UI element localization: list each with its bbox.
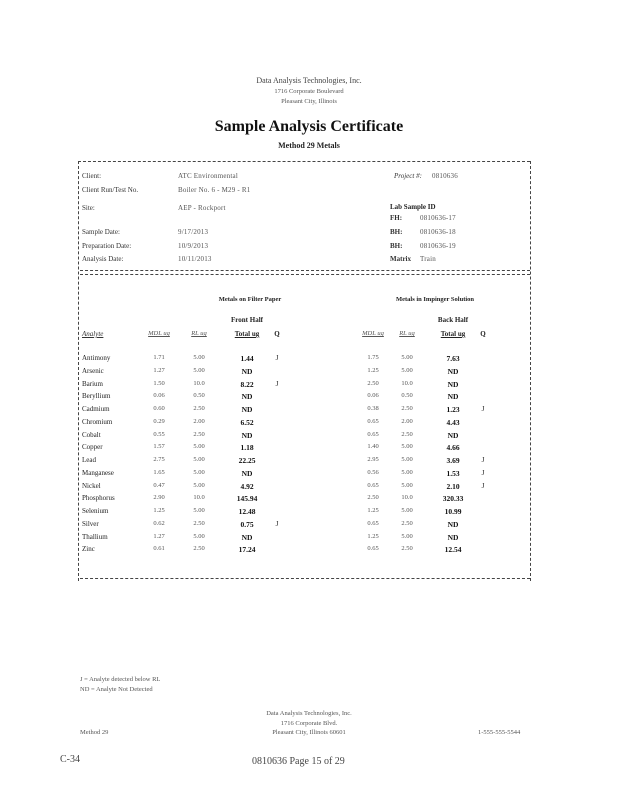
cell-b-rl: 5.00: [401, 366, 413, 374]
info-right-border: [530, 161, 531, 581]
document-subtitle: Method 29 Metals: [278, 141, 340, 150]
run-value: Boiler No. 6 - M29 - R1: [178, 186, 251, 194]
analyte-name: Thallium: [82, 532, 108, 541]
cell-f-mdl: 1.50: [153, 379, 165, 387]
cell-f-total: ND: [241, 468, 253, 478]
analyte-name: Cobalt: [82, 430, 101, 439]
cell-b-mdl: 1.25: [367, 507, 379, 514]
lab-sample-label: Lab Sample ID: [390, 203, 436, 211]
col-b-total: Total ug: [440, 330, 466, 338]
fh-value: 0810636-17: [420, 214, 456, 222]
cell-b-rl: 2.50: [401, 545, 413, 553]
cell-b-total: 4.66: [446, 443, 460, 453]
cell-b-q: J: [481, 468, 485, 477]
client-label: Client:: [82, 172, 102, 180]
analyte-name: Silver: [82, 519, 99, 528]
bh2-label: BH:: [390, 242, 403, 250]
cell-b-rl: 2.50: [401, 405, 413, 412]
group-back-header: Metals in Impinger Solution: [395, 296, 475, 303]
cell-f-total: 1.44: [240, 354, 254, 363]
cell-f-rl: 10.0: [193, 379, 205, 387]
fh-label: FH:: [390, 214, 403, 222]
lab-name: Data Analysis Technologies, Inc.: [256, 76, 362, 85]
info-left-border: [78, 161, 79, 581]
col-f-rl: RL ug: [191, 330, 207, 337]
run-label: Client Run/Test No.: [82, 186, 139, 194]
page-tag: C-34: [60, 754, 80, 765]
cell-b-rl: 5.00: [401, 443, 413, 451]
cell-b-total: ND: [447, 392, 459, 402]
footer-city: Pleasant City, Illinois 60601: [272, 729, 346, 736]
cell-f-mdl: 1.27: [153, 532, 165, 540]
analyte-name: Lead: [82, 456, 96, 464]
cell-f-mdl: 0.06: [153, 392, 165, 400]
cell-f-q: J: [275, 519, 279, 528]
cell-b-rl: 0.50: [401, 392, 413, 400]
matrix-value: Train: [420, 255, 436, 263]
bh-label: BH:: [390, 228, 403, 236]
site-label: Site:: [82, 204, 95, 212]
cell-f-rl: 5.00: [193, 456, 205, 463]
cell-b-q: J: [481, 405, 485, 413]
cell-f-mdl: 1.57: [153, 443, 165, 451]
cell-b-rl: 2.50: [401, 430, 413, 438]
page-number: 0810636 Page 15 of 29: [252, 756, 345, 767]
cell-f-mdl: 2.75: [153, 456, 165, 463]
cell-b-total: 3.69: [446, 456, 460, 465]
cell-b-rl: 2.00: [401, 417, 413, 425]
bh2-value: 0810636-19: [420, 242, 456, 250]
cell-b-mdl: 0.65: [367, 481, 379, 489]
cell-b-mdl: 0.65: [367, 417, 379, 425]
col-f-total: Total ug: [234, 330, 260, 338]
cell-f-rl: 5.00: [193, 366, 205, 374]
cell-f-total: ND: [241, 430, 253, 440]
lab-address: 1716 Corporate Boulevard: [274, 88, 344, 95]
cell-f-total: 17.24: [238, 545, 256, 555]
cell-f-rl: 5.00: [193, 468, 205, 476]
prep-date-label: Preparation Date:: [82, 242, 132, 250]
cell-f-mdl: 0.60: [153, 405, 165, 412]
cell-b-total: ND: [447, 532, 459, 542]
cell-f-rl: 10.0: [193, 494, 205, 502]
cell-f-mdl: 0.62: [153, 519, 165, 527]
analyte-name: Nickel: [82, 481, 101, 490]
cell-b-mdl: 1.40: [367, 443, 379, 451]
cell-f-mdl: 0.47: [153, 481, 165, 489]
cell-b-total: 1.23: [446, 405, 460, 414]
analyte-name: Beryllium: [82, 392, 111, 401]
cell-f-total: 22.25: [238, 456, 256, 465]
cell-f-rl: 5.00: [193, 443, 205, 451]
cell-b-total: ND: [447, 519, 459, 529]
cell-f-rl: 5.00: [193, 481, 205, 489]
client-value: ATC Environmental: [178, 172, 238, 180]
cell-f-rl: 5.00: [193, 532, 205, 540]
analyte-name: Selenium: [82, 507, 109, 515]
cell-b-mdl: 0.65: [367, 519, 379, 527]
cell-b-mdl: 0.65: [367, 430, 379, 438]
cell-f-rl: 2.50: [193, 519, 205, 527]
cell-f-mdl: 0.55: [153, 430, 165, 438]
cell-b-mdl: 2.50: [367, 494, 379, 502]
col-f-q: Q: [274, 330, 280, 338]
cell-f-rl: 5.00: [193, 354, 205, 361]
cell-f-rl: 2.00: [193, 417, 205, 425]
group-front-header: Metals on Filter Paper: [218, 296, 282, 303]
cell-f-mdl: 1.25: [153, 507, 165, 514]
cell-f-mdl: 0.61: [153, 545, 165, 553]
cell-b-q: J: [481, 456, 485, 464]
cell-f-mdl: 0.29: [153, 417, 165, 425]
col-b-mdl: MDL ug: [362, 330, 384, 337]
note-nd: ND = Analyte Not Detected: [80, 686, 153, 693]
cell-b-rl: 5.00: [401, 468, 413, 476]
cell-b-mdl: 0.06: [367, 392, 379, 400]
cell-f-total: 145.94: [236, 494, 258, 504]
cell-b-total: 10.99: [444, 507, 462, 516]
cell-b-mdl: 0.65: [367, 545, 379, 553]
analyte-name: Cadmium: [82, 405, 110, 413]
cell-b-mdl: 1.25: [367, 532, 379, 540]
cell-f-rl: 0.50: [193, 392, 205, 400]
cell-f-total: 12.48: [238, 507, 256, 516]
cell-f-q: J: [275, 379, 279, 388]
cell-b-rl: 5.00: [401, 354, 413, 361]
sample-date-label: Sample Date:: [82, 228, 120, 236]
cell-b-rl: 5.00: [401, 456, 413, 463]
cell-b-rl: 5.00: [401, 507, 413, 514]
cell-f-rl: 2.50: [193, 545, 205, 553]
cell-f-total: ND: [241, 366, 253, 376]
analyte-name: Chromium: [82, 417, 113, 426]
footer-phone: 1-555-555-5544: [478, 729, 521, 736]
cell-b-total: 4.43: [446, 417, 460, 427]
cell-f-mdl: 1.71: [153, 354, 165, 361]
cell-b-q: J: [481, 481, 485, 490]
cell-f-rl: 5.00: [193, 507, 205, 514]
cell-b-total: 1.53: [446, 468, 460, 478]
bh-value: 0810636-18: [420, 228, 456, 236]
cell-f-total: 6.52: [240, 417, 254, 427]
analysis-date-value: 10/11/2013: [178, 255, 212, 263]
prep-date-value: 10/9/2013: [178, 242, 209, 250]
cell-b-mdl: 1.75: [367, 354, 379, 361]
cell-b-mdl: 1.25: [367, 366, 379, 374]
table-bottom-border: [80, 578, 530, 579]
cell-b-mdl: 2.95: [367, 456, 379, 463]
col-analyte: Analyte: [82, 330, 104, 338]
cell-f-total: 8.22: [240, 379, 254, 389]
footer-method: Method 29: [80, 729, 109, 736]
analyte-name: Zinc: [82, 545, 95, 554]
project-label: Project #:: [394, 172, 422, 180]
cell-b-mdl: 2.50: [367, 379, 379, 387]
cell-b-rl: 5.00: [401, 532, 413, 540]
sample-date-value: 9/17/2013: [178, 228, 209, 236]
cell-f-mdl: 2.90: [153, 494, 165, 502]
cell-b-total: 2.10: [446, 481, 460, 491]
analysis-date-label: Analysis Date:: [82, 255, 124, 263]
col-b-rl: RL ug: [399, 330, 415, 337]
cell-f-total: ND: [241, 392, 253, 402]
cell-f-total: 4.92: [240, 481, 254, 491]
note-j: J = Analyte detected below RL: [80, 676, 161, 683]
cell-b-total: ND: [447, 430, 459, 440]
footer-company: Data Analysis Technologies, Inc.: [266, 710, 352, 717]
cell-b-mdl: 0.56: [367, 468, 379, 476]
cell-f-total: ND: [241, 532, 253, 542]
front-half-header: Front Half: [231, 316, 263, 324]
back-half-header: Back Half: [437, 316, 469, 324]
cell-b-rl: 2.50: [401, 519, 413, 527]
info-top-border: [78, 161, 530, 162]
analyte-name: Phosphorus: [82, 494, 115, 503]
analyte-name: Barium: [82, 379, 103, 388]
cell-f-rl: 2.50: [193, 405, 205, 412]
matrix-label: Matrix: [390, 255, 411, 263]
project-value: 0810636: [432, 172, 458, 180]
cell-b-mdl: 0.38: [367, 405, 379, 412]
cell-b-total: 7.63: [446, 354, 460, 363]
info-bottom-border: [80, 270, 530, 271]
analyte-name: Manganese: [82, 468, 114, 477]
footer-address: 1716 Corporate Blvd.: [280, 720, 338, 727]
cell-f-total: 1.18: [240, 443, 254, 453]
cell-f-total: ND: [241, 405, 253, 414]
col-b-q: Q: [480, 330, 486, 338]
cell-b-rl: 10.0: [401, 494, 413, 502]
cell-b-total: ND: [447, 379, 459, 389]
lab-city: Pleasant City, Illinois: [281, 98, 337, 105]
col-f-mdl: MDL ug: [148, 330, 170, 337]
cell-b-total: ND: [447, 366, 459, 376]
analyte-name: Arsenic: [82, 366, 104, 375]
cell-b-rl: 5.00: [401, 481, 413, 489]
cell-f-rl: 2.50: [193, 430, 205, 438]
info-divider: [80, 274, 530, 275]
analyte-name: Copper: [82, 443, 103, 452]
cell-b-rl: 10.0: [401, 379, 413, 387]
analyte-name: Antimony: [82, 354, 111, 362]
document-title: Sample Analysis Certificate: [214, 118, 404, 135]
cell-f-mdl: 1.27: [153, 366, 165, 374]
cell-f-q: J: [275, 354, 279, 362]
cell-f-mdl: 1.65: [153, 468, 165, 476]
cell-b-total: 320.33: [442, 494, 464, 504]
cell-f-total: 0.75: [240, 519, 254, 529]
site-value: AEP - Rockport: [178, 204, 226, 212]
cell-b-total: 12.54: [444, 545, 462, 555]
